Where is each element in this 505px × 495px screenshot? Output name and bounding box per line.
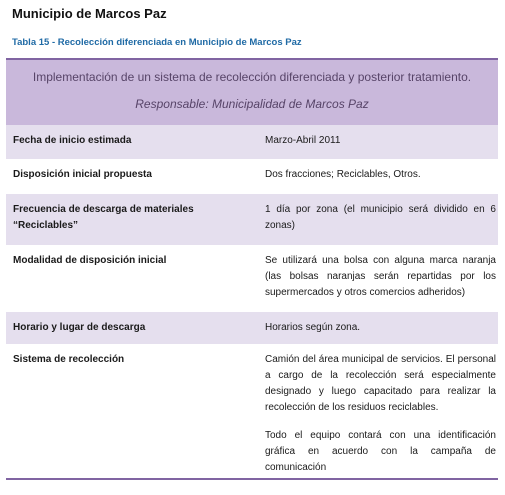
table-row [6, 344, 498, 478]
recoleccion-table [6, 58, 498, 480]
row-value [265, 352, 496, 476]
table-caption: Tabla 15 - Recolección diferenciada en Municipio de Marcos Paz [12, 37, 302, 48]
table-header [6, 60, 498, 125]
row-value-text: Se utilizará una bolsa con alguna marca naranja (las bolsas naranjas serán repartidas por los supermercados y otros comercios adheridos) [265, 255, 496, 298]
row-value-text: Todo el equipo contará con una identificación gráfica en acuerdo con la campaña de comunicación [265, 430, 496, 473]
row-value [265, 253, 496, 301]
row-value-text: Dos fracciones; Reciclables, Otros. [265, 169, 421, 180]
table-row [6, 312, 498, 344]
table-header-title: Implementación de un sistema de recolección diferenciada y posterior tratamiento. [32, 70, 472, 84]
row-value-text: Horarios según zona. [265, 322, 361, 333]
table-row [6, 245, 498, 312]
row-label: Disposición inicial propuesta [13, 169, 152, 180]
row-label: Modalidad de disposición inicial [13, 255, 167, 266]
row-value [265, 167, 496, 183]
row-label: Sistema de recolección [13, 354, 125, 365]
row-value-text: Camión del área municipal de servicios. El personal a cargo de la recolección será especialmente designado y luego capacitado para realizar la recolección de los residuos reciclables. [265, 354, 496, 413]
table-row [6, 125, 498, 159]
row-value [265, 320, 496, 336]
row-value-text: 1 día por zona (el municipio será dividido en 6 zonas) [265, 204, 496, 231]
row-value [265, 202, 496, 234]
table-header-responsible: Responsable: Municipalidad de Marcos Paz [135, 97, 369, 111]
row-label: Fecha de inicio estimada [13, 135, 132, 146]
row-value [265, 133, 496, 149]
page-heading: Municipio de Marcos Paz [12, 6, 167, 21]
table-row [6, 159, 498, 194]
row-label: Frecuencia de descarga de materiales “Reciclables” [13, 204, 194, 231]
table-row [6, 194, 498, 245]
row-label: Horario y lugar de descarga [13, 322, 146, 333]
row-value-text: Marzo-Abril 2011 [265, 135, 341, 146]
